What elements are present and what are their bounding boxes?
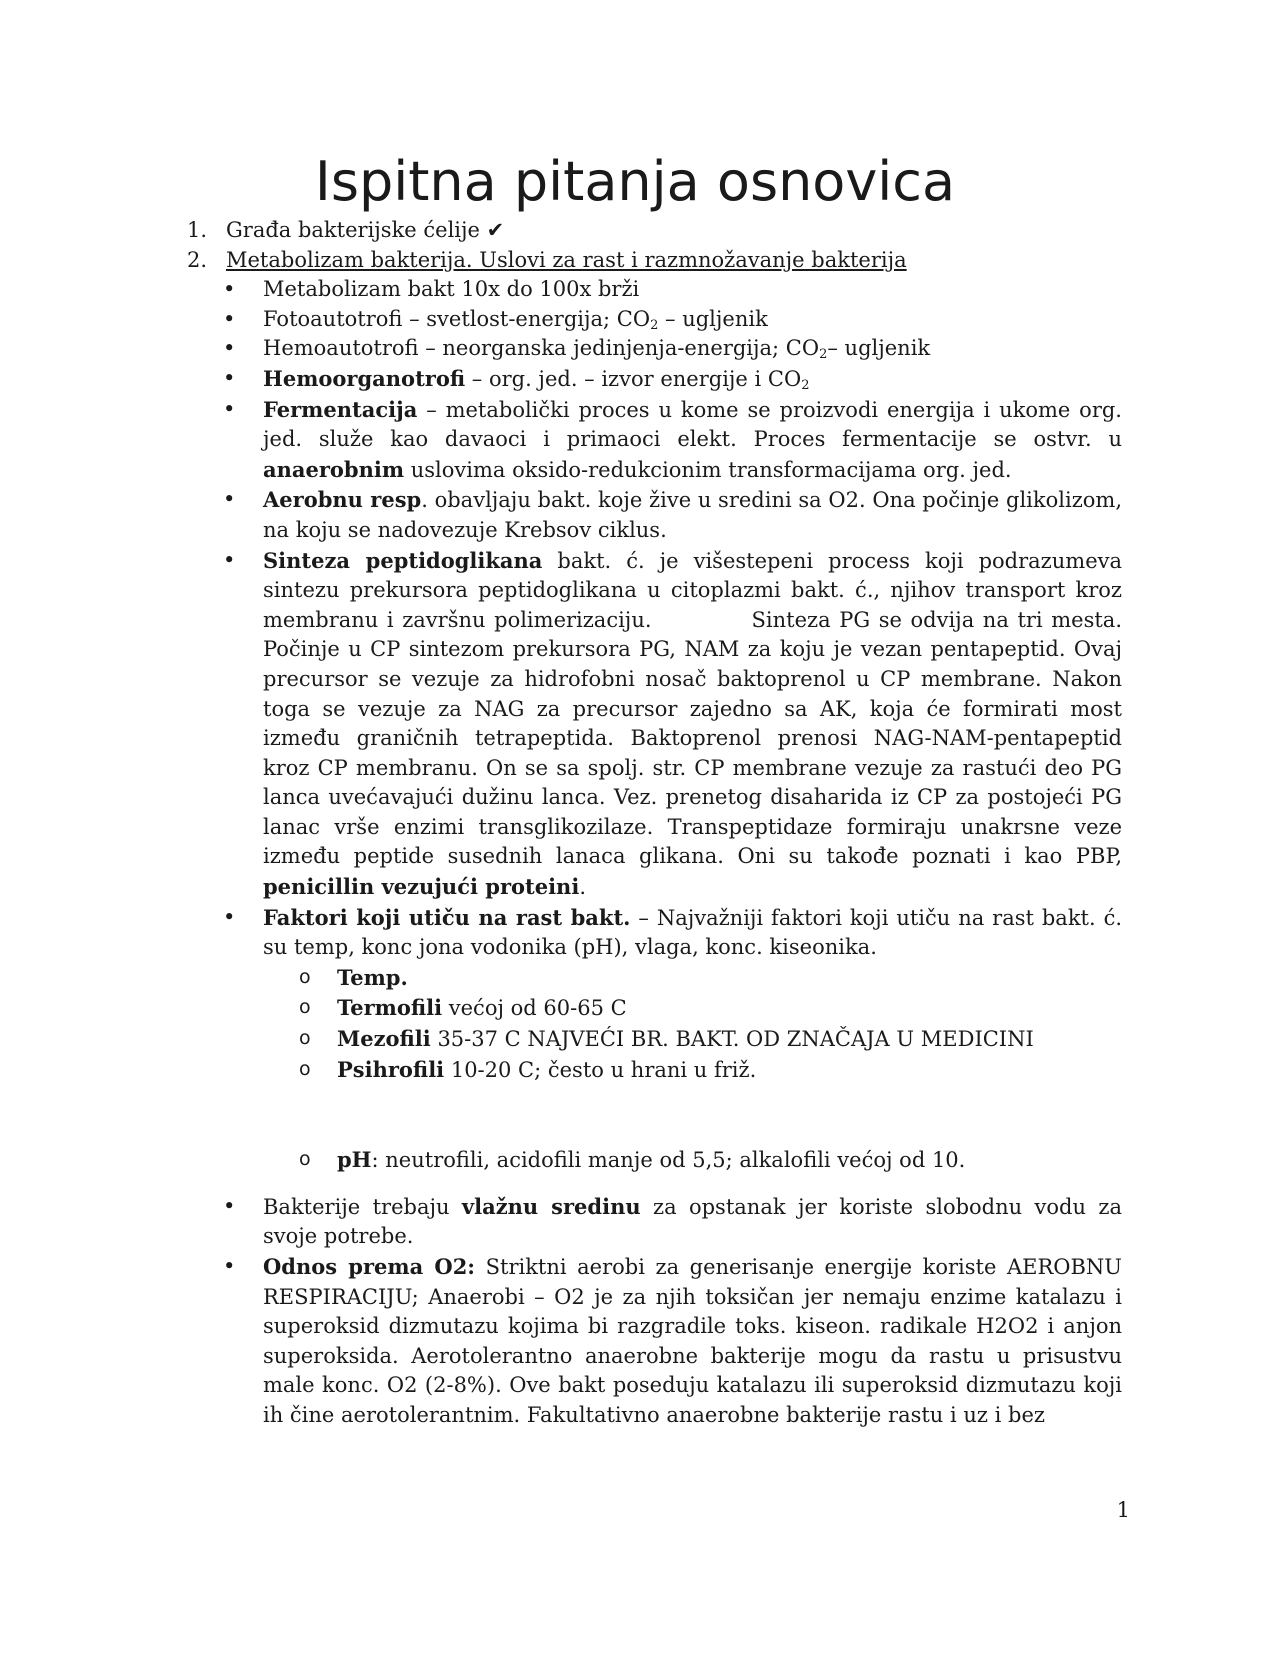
bullet-icon: • (223, 336, 236, 361)
circle-bullet-icon: o (299, 965, 311, 988)
item-text: Hemoautotrofi – neorganska jedinjenja-energija; CO (263, 336, 820, 361)
subscript: 2 (819, 347, 828, 363)
list-item (187, 903, 1122, 963)
list-item (187, 334, 1122, 364)
sub-list-item (187, 1024, 1122, 1055)
list-item (187, 275, 1122, 305)
bullet-icon: • (223, 1254, 236, 1278)
answer-list (187, 275, 1122, 963)
subscript: 2 (650, 317, 659, 333)
item-text: – ugljenik (827, 336, 931, 361)
document-body (187, 216, 1122, 1431)
term: Psihrofili (337, 1056, 445, 1082)
circle-bullet-icon: o (299, 996, 311, 1019)
term: Hemoorganotrofi (263, 365, 466, 391)
item-text: bakt. ć. je višestepeni process koji podrazumeva sintezu prekursora peptidoglikana u citoplazmi bakt. ć., njihov transport kroz membranu i završnu polimerizaciju. (263, 548, 1122, 632)
item-text: Striktni aerobi za generisanje energije koriste AEROBNU RESPIRACIJU; Anaerobi – O2 je za njih toksičan jer nemaju enzime katalazu i superoksid dizmutazu kojima bi razgradile toks. kiseon. radikale H2O2 i anjon superoksida. Aerotolerantno anaerobne bakterije mogu da rastu u prisustvu male konc. O2 (2-8%). Ove bakt poseduju katalazu ili superoksid dizmutazu koji ih čine aerotolerantnim. Fakultativno anaerobne bakterije rastu i uz i bez (263, 1255, 1122, 1427)
term: Termofili (337, 995, 443, 1021)
term: Odnos prema O2: (263, 1254, 476, 1279)
answer-list (187, 1192, 1122, 1431)
item-text: Metabolizam bakt 10x do 100x brži (263, 277, 640, 302)
question-text: Građa bakterijske ćelije (226, 218, 480, 242)
item-text: većoj od 60-65 C (442, 996, 627, 1021)
bullet-icon: • (223, 547, 236, 572)
page-number: 1 (1116, 1498, 1130, 1522)
list-item (187, 395, 1122, 486)
sub-list-item (187, 1145, 1122, 1176)
bullet-icon: • (223, 487, 236, 512)
item-text: – org. jed. – izvor energije i CO (465, 366, 802, 391)
term: Sinteza peptidoglikana (263, 547, 543, 573)
question-2 (187, 246, 1122, 276)
sub-list-item (187, 1055, 1122, 1086)
bullet-icon: • (223, 277, 236, 302)
item-text: Sinteza PG se odvija na tri mesta. Počinje u CP sintezom prekursora PG, NAM za koju je vezan pentapeptid. Ovaj precursor se vezuje za hidrofobni nosač baktoprenol u CP membrane. Nakon toga se vezuje za NAG za precursor zajedno sa AK, koja će formirati most između graničnih tetrapeptida. Baktoprenol prenosi NAG-NAM-pentapeptid kroz CP membranu. On se sa spolj. str. CP membrane vezuje za rastući deo PG lanca uvećavajući dužinu lanca. Vez. prenetog disaharida iz CP za postojeći PG lanac vrše enzimi transglikozilaze. Transpeptidaze formiraju unakrsne veze između peptide susednih lanaca glikana. Oni su takođe poznati i kao PBP, (263, 607, 1123, 869)
term: Mezofili (337, 1026, 431, 1052)
bullet-icon: • (223, 365, 236, 390)
item-text: za opstanak jer koriste slobodnu vodu za svoje potrebe. (263, 1194, 1122, 1249)
item-text: Bakterije trebaju (263, 1194, 462, 1219)
item-text: 35-37 C NAJVEĆI BR. BAKT. OD ZNAČAJA U MEDICINI (430, 1027, 1034, 1052)
term: Faktori koji utiču na rast bakt. (263, 904, 631, 930)
list-item (187, 1192, 1122, 1252)
sub-list (187, 1145, 1122, 1176)
term: vlažnu sredinu (461, 1193, 641, 1219)
list-item (187, 1252, 1122, 1431)
question-number: 1. (187, 218, 208, 242)
bullet-icon: • (223, 306, 236, 331)
circle-bullet-icon: o (299, 1027, 311, 1050)
term: Fermentacija (263, 396, 418, 422)
question-1 (187, 216, 1122, 246)
item-text: uslovima oksido-redukcionim transformacijama org. jed. (404, 457, 1012, 482)
item-text: . (579, 875, 586, 900)
circle-bullet-icon: o (299, 1057, 311, 1080)
sub-list (187, 963, 1122, 1085)
circle-bullet-icon: o (299, 1148, 311, 1171)
list-item (187, 364, 1122, 395)
subscript: 2 (801, 377, 810, 393)
checkmark-icon: ✔ (486, 218, 505, 242)
item-text: Fotoautotrofi – svetlost-energija; CO (263, 306, 651, 331)
item-text: . obavljaju bakt. koje žive u sredini sa O2. Ona počinje glikolizom, na koju se nadovezuje Krebsov ciklus. (263, 488, 1122, 542)
term: Aerobnu resp (263, 487, 422, 513)
list-item (187, 546, 1122, 903)
term: anaerobnim (263, 456, 405, 482)
bullet-icon: • (223, 904, 236, 929)
list-item (187, 305, 1122, 335)
question-number: 2. (187, 247, 208, 272)
question-text: Metabolizam bakterija. Uslovi za rast i razmnožavanje bakterija (226, 247, 907, 272)
list-item (187, 485, 1122, 545)
bullet-icon: • (223, 1193, 236, 1218)
item-text: – ugljenik (658, 306, 768, 331)
term: penicillin vezujući proteini (263, 874, 580, 900)
term: pH (337, 1147, 372, 1173)
sub-list-item (187, 993, 1122, 1024)
bullet-icon: • (223, 396, 236, 421)
sub-list-item (187, 963, 1122, 994)
item-text: – Najvažniji faktori koji utiču na rast bakt. ć. su temp, konc jona vodonika (pH), vlaga, konc. kiseonika. (263, 905, 1123, 960)
page-title: Ispitna pitanja osnovica (314, 150, 956, 213)
item-text: : neutrofili, acidofili manje od 5,5; alkalofili većoj od 10. (371, 1148, 966, 1173)
term: Temp. (337, 964, 408, 990)
item-text: – metabolički proces u kome se proizvodi energija i ukome org. jed. služe kao davaoci i primaoci elekt. Proces fermentacije se ostvr. u (263, 397, 1122, 452)
item-text: 10-20 C; često u hrani u friž. (444, 1057, 757, 1082)
